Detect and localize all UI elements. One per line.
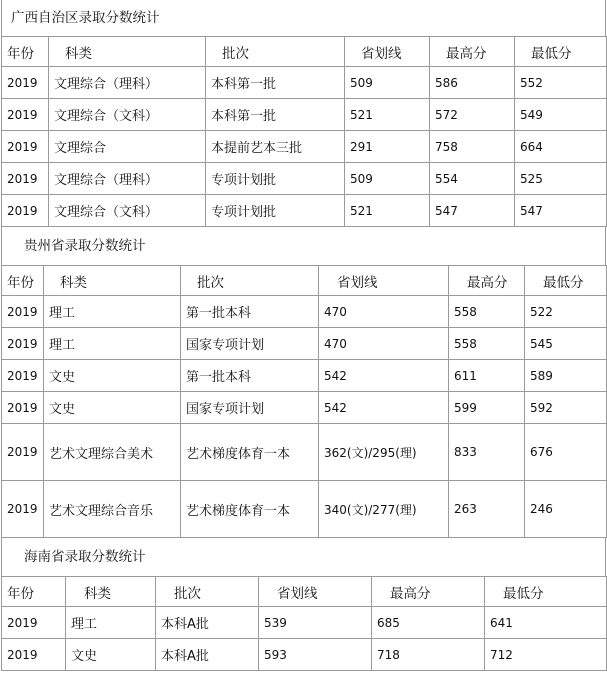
header-batch: 批次 [156,577,259,607]
cell-min-score: 592 [525,392,607,424]
cell-min-score: 676 [525,424,607,481]
cell-min-score: 522 [525,296,607,328]
section-title-guizhou: 贵州省录取分数统计 [1,227,606,265]
cell-max-score: 611 [449,360,525,392]
table-row [2,639,607,671]
cell-max-score: 558 [449,328,525,360]
cell-year: 2019 [2,195,49,227]
header-max-score: 最高分 [449,266,525,296]
cell-year: 2019 [2,67,49,99]
table-row [2,67,607,99]
cell-provincial-line: 509 [345,163,430,195]
cell-batch: 本科第一批 [206,99,345,131]
cell-year: 2019 [2,481,44,538]
header-category: 科类 [44,266,181,296]
cell-category: 艺术文理综合音乐 [44,481,181,538]
cell-max-score: 758 [430,131,515,163]
cell-provincial-line: 542 [319,360,449,392]
cell-batch: 第一批本科 [181,296,319,328]
cell-provincial-line: 362(文)/295(理) [319,424,449,481]
section-title-guangxi: 广西自治区录取分数统计 [1,0,606,36]
table-row [2,360,607,392]
table-row [2,481,607,538]
table-row [2,99,607,131]
header-year: 年份 [2,37,49,67]
cell-category: 文理综合 [49,131,206,163]
table-row [2,607,607,639]
header-year: 年份 [2,577,66,607]
header-provincial-line: 省划线 [319,266,449,296]
cell-batch: 本科第一批 [206,67,345,99]
cell-min-score: 547 [515,195,607,227]
cell-batch: 专项计划批 [206,195,345,227]
cell-provincial-line: 539 [259,607,372,639]
header-min-score: 最低分 [485,577,607,607]
cell-category: 理工 [44,328,181,360]
cell-min-score: 552 [515,67,607,99]
cell-provincial-line: 521 [345,99,430,131]
cell-year: 2019 [2,296,44,328]
table-header-row [2,266,607,296]
cell-min-score: 589 [525,360,607,392]
header-min-score: 最低分 [525,266,607,296]
page [1,0,606,671]
cell-batch: 国家专项计划 [181,392,319,424]
cell-provincial-line: 593 [259,639,372,671]
cell-batch: 艺术梯度体育一本 [181,481,319,538]
cell-max-score: 263 [449,481,525,538]
table-row [2,163,607,195]
cell-min-score: 664 [515,131,607,163]
cell-batch: 本提前艺本三批 [206,131,345,163]
header-provincial-line: 省划线 [259,577,372,607]
table-row [2,131,607,163]
table-row [2,296,607,328]
header-batch: 批次 [206,37,345,67]
cell-batch: 艺术梯度体育一本 [181,424,319,481]
cell-batch: 本科A批 [156,639,259,671]
cell-year: 2019 [2,163,49,195]
cell-year: 2019 [2,99,49,131]
cell-year: 2019 [2,131,49,163]
cell-min-score: 712 [485,639,607,671]
cell-max-score: 685 [372,607,485,639]
cell-min-score: 246 [525,481,607,538]
cell-max-score: 833 [449,424,525,481]
cell-max-score: 572 [430,99,515,131]
header-provincial-line: 省划线 [345,37,430,67]
header-year: 年份 [2,266,44,296]
cell-year: 2019 [2,392,44,424]
table-hainan [1,576,607,671]
header-category: 科类 [66,577,156,607]
cell-min-score: 641 [485,607,607,639]
cell-category: 文理综合（文科） [49,195,206,227]
cell-max-score: 586 [430,67,515,99]
cell-provincial-line: 470 [319,328,449,360]
cell-min-score: 525 [515,163,607,195]
cell-category: 文理综合（文科） [49,99,206,131]
cell-category: 文史 [66,639,156,671]
cell-batch: 专项计划批 [206,163,345,195]
cell-min-score: 549 [515,99,607,131]
header-min-score: 最低分 [515,37,607,67]
cell-provincial-line: 291 [345,131,430,163]
cell-provincial-line: 470 [319,296,449,328]
header-max-score: 最高分 [430,37,515,67]
cell-provincial-line: 509 [345,67,430,99]
table-row [2,195,607,227]
cell-year: 2019 [2,607,66,639]
cell-category: 文史 [44,392,181,424]
table-guizhou [1,265,607,538]
header-max-score: 最高分 [372,577,485,607]
table-row [2,328,607,360]
cell-min-score: 545 [525,328,607,360]
cell-year: 2019 [2,639,66,671]
table-header-row [2,577,607,607]
cell-category: 理工 [66,607,156,639]
cell-batch: 国家专项计划 [181,328,319,360]
cell-category: 艺术文理综合美术 [44,424,181,481]
cell-category: 文理综合（理科） [49,67,206,99]
cell-year: 2019 [2,328,44,360]
cell-batch: 第一批本科 [181,360,319,392]
header-category: 科类 [49,37,206,67]
table-row [2,424,607,481]
cell-provincial-line: 542 [319,392,449,424]
cell-provincial-line: 340(文)/277(理) [319,481,449,538]
cell-max-score: 599 [449,392,525,424]
cell-max-score: 558 [449,296,525,328]
cell-category: 文史 [44,360,181,392]
table-header-row [2,37,607,67]
header-batch: 批次 [181,266,319,296]
cell-category: 文理综合（理科） [49,163,206,195]
cell-year: 2019 [2,360,44,392]
cell-max-score: 547 [430,195,515,227]
cell-provincial-line: 521 [345,195,430,227]
cell-category: 理工 [44,296,181,328]
cell-max-score: 718 [372,639,485,671]
section-title-hainan: 海南省录取分数统计 [1,538,606,576]
cell-year: 2019 [2,424,44,481]
table-row [2,392,607,424]
cell-batch: 本科A批 [156,607,259,639]
table-guangxi [1,36,607,227]
cell-max-score: 554 [430,163,515,195]
